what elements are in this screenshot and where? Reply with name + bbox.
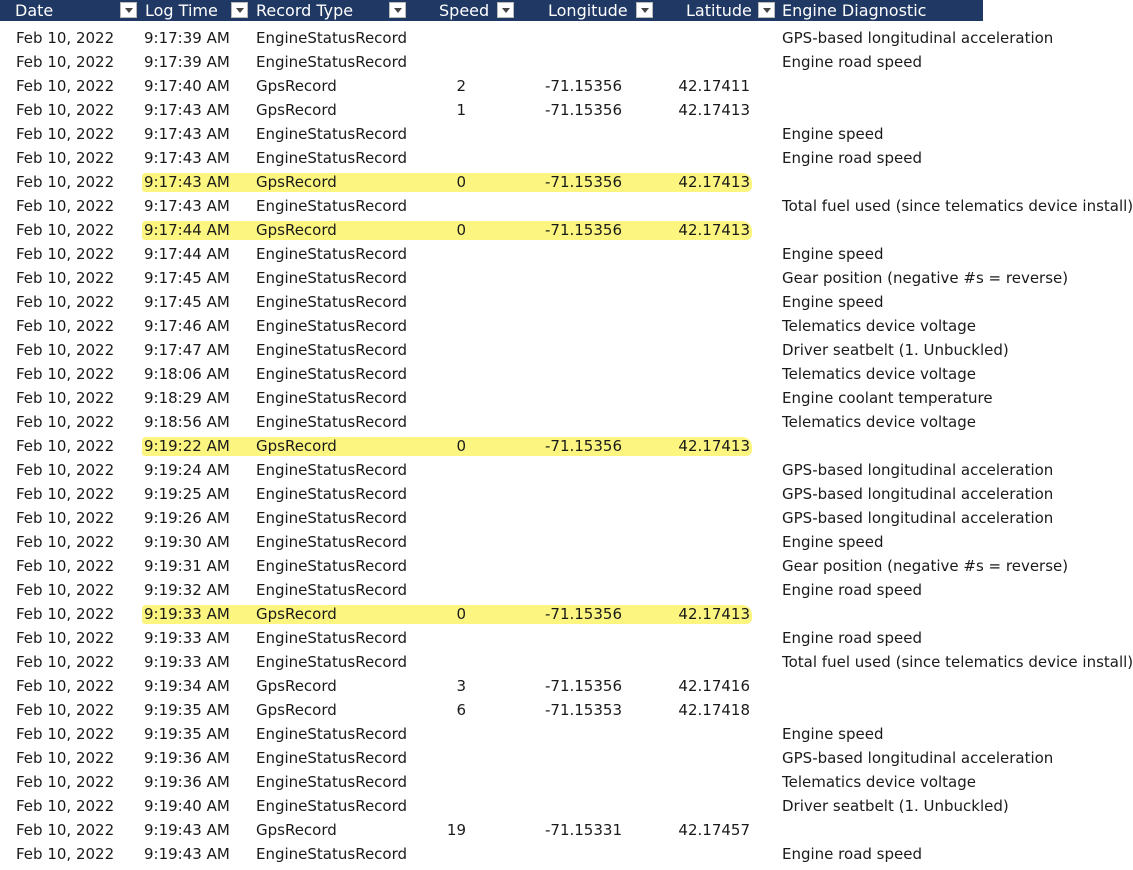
- table-row[interactable]: [0, 506, 1054, 530]
- log-time-cell[interactable]: 9:19:43 AM: [144, 821, 230, 839]
- record-type-cell[interactable]: EngineStatusRecord: [256, 389, 408, 407]
- date-cell[interactable]: Feb 10, 2022: [16, 389, 115, 407]
- date-cell[interactable]: Feb 10, 2022: [16, 221, 115, 239]
- date-cell[interactable]: Feb 10, 2022: [16, 821, 115, 839]
- table-row[interactable]: [0, 650, 1133, 674]
- record-type-cell[interactable]: EngineStatusRecord: [256, 149, 408, 167]
- engine-diagnostic-cell[interactable]: GPS-based longitudinal acceleration: [782, 29, 1054, 47]
- log-time-cell[interactable]: 9:19:35 AM: [144, 725, 230, 743]
- log-time-cell[interactable]: 9:19:31 AM: [144, 557, 230, 575]
- record-type-cell[interactable]: EngineStatusRecord: [256, 749, 408, 767]
- date-cell[interactable]: Feb 10, 2022: [16, 509, 115, 527]
- engine-diagnostic-cell[interactable]: Gear position (negative #s = reverse): [782, 269, 1069, 287]
- filter-dropdown-icon[interactable]: [389, 2, 406, 18]
- date-cell[interactable]: Feb 10, 2022: [16, 749, 115, 767]
- log-time-cell[interactable]: 9:17:44 AM: [144, 245, 230, 263]
- table-row[interactable]: [0, 362, 983, 386]
- table-row[interactable]: [0, 482, 1054, 506]
- engine-diagnostic-cell[interactable]: GPS-based longitudinal acceleration: [782, 485, 1054, 503]
- engine-diagnostic-cell[interactable]: GPS-based longitudinal acceleration: [782, 749, 1054, 767]
- log-time-cell[interactable]: 9:19:30 AM: [144, 533, 230, 551]
- engine-diagnostic-cell[interactable]: Engine speed: [782, 245, 884, 263]
- log-time-cell[interactable]: 9:17:45 AM: [144, 269, 230, 287]
- log-time-cell[interactable]: 9:19:33 AM: [144, 605, 230, 623]
- record-type-cell[interactable]: GpsRecord: [256, 77, 337, 95]
- log-time-cell[interactable]: 9:17:46 AM: [144, 317, 230, 335]
- column-header-label: Log Time: [145, 1, 218, 20]
- log-time-cell[interactable]: 9:19:26 AM: [144, 509, 230, 527]
- filter-dropdown-icon[interactable]: [120, 2, 137, 18]
- log-time-cell[interactable]: 9:18:06 AM: [144, 365, 230, 383]
- engine-diagnostic-cell[interactable]: Telematics device voltage: [782, 413, 977, 431]
- latitude-cell[interactable]: 42.17418: [678, 701, 750, 719]
- record-type-cell[interactable]: GpsRecord: [256, 101, 337, 119]
- date-cell[interactable]: Feb 10, 2022: [16, 125, 115, 143]
- log-time-cell[interactable]: 9:17:43 AM: [144, 197, 230, 215]
- speed-cell[interactable]: 0: [456, 221, 466, 239]
- date-cell[interactable]: Feb 10, 2022: [16, 629, 115, 647]
- record-type-cell[interactable]: GpsRecord: [256, 821, 337, 839]
- log-time-cell[interactable]: 9:19:25 AM: [144, 485, 230, 503]
- column-header-label: Latitude: [686, 1, 752, 20]
- column-header-label: Engine Diagnostic: [782, 1, 927, 20]
- engine-diagnostic-cell[interactable]: Engine road speed: [782, 149, 922, 167]
- log-time-cell[interactable]: 9:19:34 AM: [144, 677, 230, 695]
- record-type-cell[interactable]: EngineStatusRecord: [256, 773, 408, 791]
- latitude-cell[interactable]: 42.17413: [678, 173, 750, 191]
- column-header-label: Record Type: [256, 1, 354, 20]
- engine-diagnostic-cell[interactable]: Driver seatbelt (1. Unbuckled): [782, 797, 1009, 815]
- speed-cell[interactable]: 2: [456, 77, 466, 95]
- table-row[interactable]: [0, 50, 983, 74]
- table-row[interactable]: [0, 170, 983, 194]
- engine-diagnostic-cell[interactable]: Total fuel used (since telematics device install): [782, 653, 1133, 671]
- date-cell[interactable]: Feb 10, 2022: [16, 53, 115, 71]
- log-time-cell[interactable]: 9:17:43 AM: [144, 101, 230, 119]
- table-row[interactable]: [0, 266, 1069, 290]
- record-type-cell[interactable]: EngineStatusRecord: [256, 845, 408, 863]
- table-row[interactable]: [0, 218, 983, 242]
- log-time-cell[interactable]: 9:19:35 AM: [144, 701, 230, 719]
- record-type-cell[interactable]: GpsRecord: [256, 437, 337, 455]
- filter-dropdown-icon[interactable]: [758, 2, 775, 18]
- date-cell[interactable]: Feb 10, 2022: [16, 653, 115, 671]
- engine-diagnostic-cell[interactable]: GPS-based longitudinal acceleration: [782, 461, 1054, 479]
- date-cell[interactable]: Feb 10, 2022: [16, 773, 115, 791]
- date-cell[interactable]: Feb 10, 2022: [16, 149, 115, 167]
- date-cell[interactable]: Feb 10, 2022: [16, 437, 115, 455]
- record-type-cell[interactable]: GpsRecord: [256, 173, 337, 191]
- date-cell[interactable]: Feb 10, 2022: [16, 269, 115, 287]
- table-row[interactable]: [0, 530, 983, 554]
- log-time-cell[interactable]: 9:19:32 AM: [144, 581, 230, 599]
- record-type-cell[interactable]: EngineStatusRecord: [256, 725, 408, 743]
- column-header-speed[interactable]: [409, 0, 518, 21]
- table-row[interactable]: [0, 26, 1054, 50]
- engine-diagnostic-cell[interactable]: Total fuel used (since telematics device install): [782, 197, 1133, 215]
- engine-diagnostic-cell[interactable]: Engine speed: [782, 125, 884, 143]
- latitude-cell[interactable]: 42.17416: [678, 677, 750, 695]
- date-cell[interactable]: Feb 10, 2022: [16, 581, 115, 599]
- log-time-cell[interactable]: 9:17:39 AM: [144, 29, 230, 47]
- engine-diagnostic-cell[interactable]: Engine road speed: [782, 845, 922, 863]
- column-header-date[interactable]: [0, 0, 141, 21]
- table-row[interactable]: [0, 458, 1054, 482]
- table-row[interactable]: [0, 386, 993, 410]
- column-header-label: Date: [15, 1, 54, 20]
- table-row[interactable]: [0, 626, 983, 650]
- log-time-cell[interactable]: 9:17:43 AM: [144, 173, 230, 191]
- table-row[interactable]: [0, 290, 983, 314]
- engine-diagnostic-cell[interactable]: Engine coolant temperature: [782, 389, 993, 407]
- longitude-cell[interactable]: -71.15356: [545, 605, 622, 623]
- table-row[interactable]: [0, 794, 1009, 818]
- table-row[interactable]: [0, 74, 983, 98]
- table-row[interactable]: [0, 698, 983, 722]
- engine-diagnostic-cell[interactable]: Engine speed: [782, 725, 884, 743]
- table-row[interactable]: [0, 674, 983, 698]
- log-time-cell[interactable]: 9:17:47 AM: [144, 341, 230, 359]
- engine-diagnostic-cell[interactable]: Gear position (negative #s = reverse): [782, 557, 1069, 575]
- speed-cell[interactable]: 6: [456, 701, 466, 719]
- log-time-cell[interactable]: 9:19:33 AM: [144, 653, 230, 671]
- date-cell[interactable]: Feb 10, 2022: [16, 365, 115, 383]
- table-row[interactable]: [0, 746, 1054, 770]
- filter-dropdown-icon[interactable]: [497, 2, 514, 18]
- speed-cell[interactable]: 1: [456, 101, 466, 119]
- table-row[interactable]: [0, 98, 983, 122]
- date-cell[interactable]: Feb 10, 2022: [16, 77, 115, 95]
- date-cell[interactable]: Feb 10, 2022: [16, 701, 115, 719]
- speed-cell[interactable]: 0: [456, 437, 466, 455]
- table-body: [0, 26, 1133, 866]
- record-type-cell[interactable]: EngineStatusRecord: [256, 653, 408, 671]
- log-time-cell[interactable]: 9:19:43 AM: [144, 845, 230, 863]
- longitude-cell[interactable]: -71.15356: [545, 173, 622, 191]
- speed-cell[interactable]: 3: [456, 677, 466, 695]
- log-time-cell[interactable]: 9:18:56 AM: [144, 413, 230, 431]
- date-cell[interactable]: Feb 10, 2022: [16, 293, 115, 311]
- table-row[interactable]: [0, 770, 983, 794]
- record-type-cell[interactable]: GpsRecord: [256, 605, 337, 623]
- longitude-cell[interactable]: -71.15356: [545, 101, 622, 119]
- log-time-cell[interactable]: 9:19:22 AM: [144, 437, 230, 455]
- record-type-cell[interactable]: GpsRecord: [256, 221, 337, 239]
- longitude-cell[interactable]: -71.15356: [545, 77, 622, 95]
- log-time-cell[interactable]: 9:17:43 AM: [144, 125, 230, 143]
- record-type-cell[interactable]: EngineStatusRecord: [256, 293, 408, 311]
- latitude-cell[interactable]: 42.17413: [678, 437, 750, 455]
- record-type-cell[interactable]: EngineStatusRecord: [256, 125, 408, 143]
- longitude-cell[interactable]: -71.15356: [545, 677, 622, 695]
- log-time-cell[interactable]: 9:19:33 AM: [144, 629, 230, 647]
- engine-diagnostic-cell[interactable]: Telematics device voltage: [782, 773, 977, 791]
- record-type-cell[interactable]: EngineStatusRecord: [256, 413, 408, 431]
- longitude-cell[interactable]: -71.15356: [545, 221, 622, 239]
- date-cell[interactable]: Feb 10, 2022: [16, 677, 115, 695]
- log-time-cell[interactable]: 9:19:36 AM: [144, 749, 230, 767]
- filter-dropdown-icon[interactable]: [231, 2, 248, 18]
- date-cell[interactable]: Feb 10, 2022: [16, 533, 115, 551]
- engine-diagnostic-cell[interactable]: Telematics device voltage: [782, 365, 977, 383]
- date-cell[interactable]: Feb 10, 2022: [16, 557, 115, 575]
- engine-diagnostic-cell[interactable]: Engine road speed: [782, 53, 922, 71]
- record-type-cell[interactable]: EngineStatusRecord: [256, 29, 408, 47]
- engine-diagnostic-cell[interactable]: Engine road speed: [782, 581, 922, 599]
- date-cell[interactable]: Feb 10, 2022: [16, 101, 115, 119]
- log-time-cell[interactable]: 9:19:40 AM: [144, 797, 230, 815]
- record-type-cell[interactable]: EngineStatusRecord: [256, 197, 408, 215]
- speed-cell[interactable]: 0: [456, 173, 466, 191]
- table-row[interactable]: [0, 578, 983, 602]
- engine-diagnostic-cell[interactable]: Engine road speed: [782, 629, 922, 647]
- engine-diagnostic-cell[interactable]: Telematics device voltage: [782, 317, 977, 335]
- log-time-cell[interactable]: 9:17:43 AM: [144, 149, 230, 167]
- latitude-cell[interactable]: 42.17411: [678, 77, 750, 95]
- table-row[interactable]: [0, 722, 983, 746]
- record-type-cell[interactable]: EngineStatusRecord: [256, 317, 408, 335]
- date-cell[interactable]: Feb 10, 2022: [16, 245, 115, 263]
- record-type-cell[interactable]: GpsRecord: [256, 677, 337, 695]
- table-row[interactable]: [0, 410, 983, 434]
- table-header: [0, 0, 983, 21]
- record-type-cell[interactable]: EngineStatusRecord: [256, 269, 408, 287]
- log-time-cell[interactable]: 9:19:24 AM: [144, 461, 230, 479]
- table-row[interactable]: [0, 842, 983, 866]
- record-type-cell[interactable]: EngineStatusRecord: [256, 341, 408, 359]
- latitude-cell[interactable]: 42.17413: [678, 101, 750, 119]
- date-cell[interactable]: Feb 10, 2022: [16, 413, 115, 431]
- record-type-cell[interactable]: GpsRecord: [256, 701, 337, 719]
- log-time-cell[interactable]: 9:17:39 AM: [144, 53, 230, 71]
- record-type-cell[interactable]: EngineStatusRecord: [256, 53, 408, 71]
- column-header-label: Longitude: [548, 1, 628, 20]
- latitude-cell[interactable]: 42.17413: [678, 605, 750, 623]
- table-row[interactable]: [0, 338, 1009, 362]
- longitude-cell[interactable]: -71.15353: [545, 701, 622, 719]
- latitude-cell[interactable]: 42.17413: [678, 221, 750, 239]
- record-type-cell[interactable]: EngineStatusRecord: [256, 509, 408, 527]
- record-type-cell[interactable]: EngineStatusRecord: [256, 581, 408, 599]
- record-type-cell[interactable]: EngineStatusRecord: [256, 365, 408, 383]
- column-header-log-time[interactable]: [141, 0, 253, 21]
- table-row[interactable]: [0, 146, 983, 170]
- record-type-cell[interactable]: EngineStatusRecord: [256, 461, 408, 479]
- column-header-label: Speed: [439, 1, 490, 20]
- date-cell[interactable]: Feb 10, 2022: [16, 29, 115, 47]
- table-row[interactable]: [0, 818, 983, 842]
- log-time-cell[interactable]: 9:17:40 AM: [144, 77, 230, 95]
- table-row[interactable]: [0, 122, 983, 146]
- table-row[interactable]: [0, 602, 983, 626]
- column-header-engine-diagnostic[interactable]: [778, 0, 983, 21]
- record-type-cell[interactable]: EngineStatusRecord: [256, 245, 408, 263]
- log-time-cell[interactable]: 9:17:44 AM: [144, 221, 230, 239]
- table-row[interactable]: [0, 242, 983, 266]
- longitude-cell[interactable]: -71.15331: [545, 821, 622, 839]
- latitude-cell[interactable]: 42.17457: [678, 821, 750, 839]
- filter-dropdown-icon[interactable]: [636, 2, 653, 18]
- column-header-latitude[interactable]: [655, 0, 778, 21]
- table-row[interactable]: [0, 194, 1133, 218]
- engine-diagnostic-cell[interactable]: Engine speed: [782, 293, 884, 311]
- date-cell[interactable]: Feb 10, 2022: [16, 605, 115, 623]
- speed-cell[interactable]: 0: [456, 605, 466, 623]
- date-cell[interactable]: Feb 10, 2022: [16, 341, 115, 359]
- date-cell[interactable]: Feb 10, 2022: [16, 173, 115, 191]
- date-cell[interactable]: Feb 10, 2022: [16, 485, 115, 503]
- log-time-cell[interactable]: 9:19:36 AM: [144, 773, 230, 791]
- record-type-cell[interactable]: EngineStatusRecord: [256, 533, 408, 551]
- column-header-record-type[interactable]: [253, 0, 409, 21]
- date-cell[interactable]: Feb 10, 2022: [16, 845, 115, 863]
- table-row[interactable]: [0, 434, 983, 458]
- table-row[interactable]: [0, 314, 983, 338]
- date-cell[interactable]: Feb 10, 2022: [16, 725, 115, 743]
- date-cell[interactable]: Feb 10, 2022: [16, 317, 115, 335]
- engine-diagnostic-cell[interactable]: Driver seatbelt (1. Unbuckled): [782, 341, 1009, 359]
- record-type-cell[interactable]: EngineStatusRecord: [256, 485, 408, 503]
- engine-diagnostic-cell[interactable]: Engine speed: [782, 533, 884, 551]
- date-cell[interactable]: Feb 10, 2022: [16, 197, 115, 215]
- date-cell[interactable]: Feb 10, 2022: [16, 461, 115, 479]
- longitude-cell[interactable]: -71.15356: [545, 437, 622, 455]
- table-row[interactable]: [0, 554, 1069, 578]
- date-cell[interactable]: Feb 10, 2022: [16, 797, 115, 815]
- record-type-cell[interactable]: EngineStatusRecord: [256, 629, 408, 647]
- record-type-cell[interactable]: EngineStatusRecord: [256, 557, 408, 575]
- log-time-cell[interactable]: 9:18:29 AM: [144, 389, 230, 407]
- speed-cell[interactable]: 19: [446, 821, 466, 839]
- column-header-longitude[interactable]: [518, 0, 655, 21]
- log-time-cell[interactable]: 9:17:45 AM: [144, 293, 230, 311]
- engine-diagnostic-cell[interactable]: GPS-based longitudinal acceleration: [782, 509, 1054, 527]
- record-type-cell[interactable]: EngineStatusRecord: [256, 797, 408, 815]
